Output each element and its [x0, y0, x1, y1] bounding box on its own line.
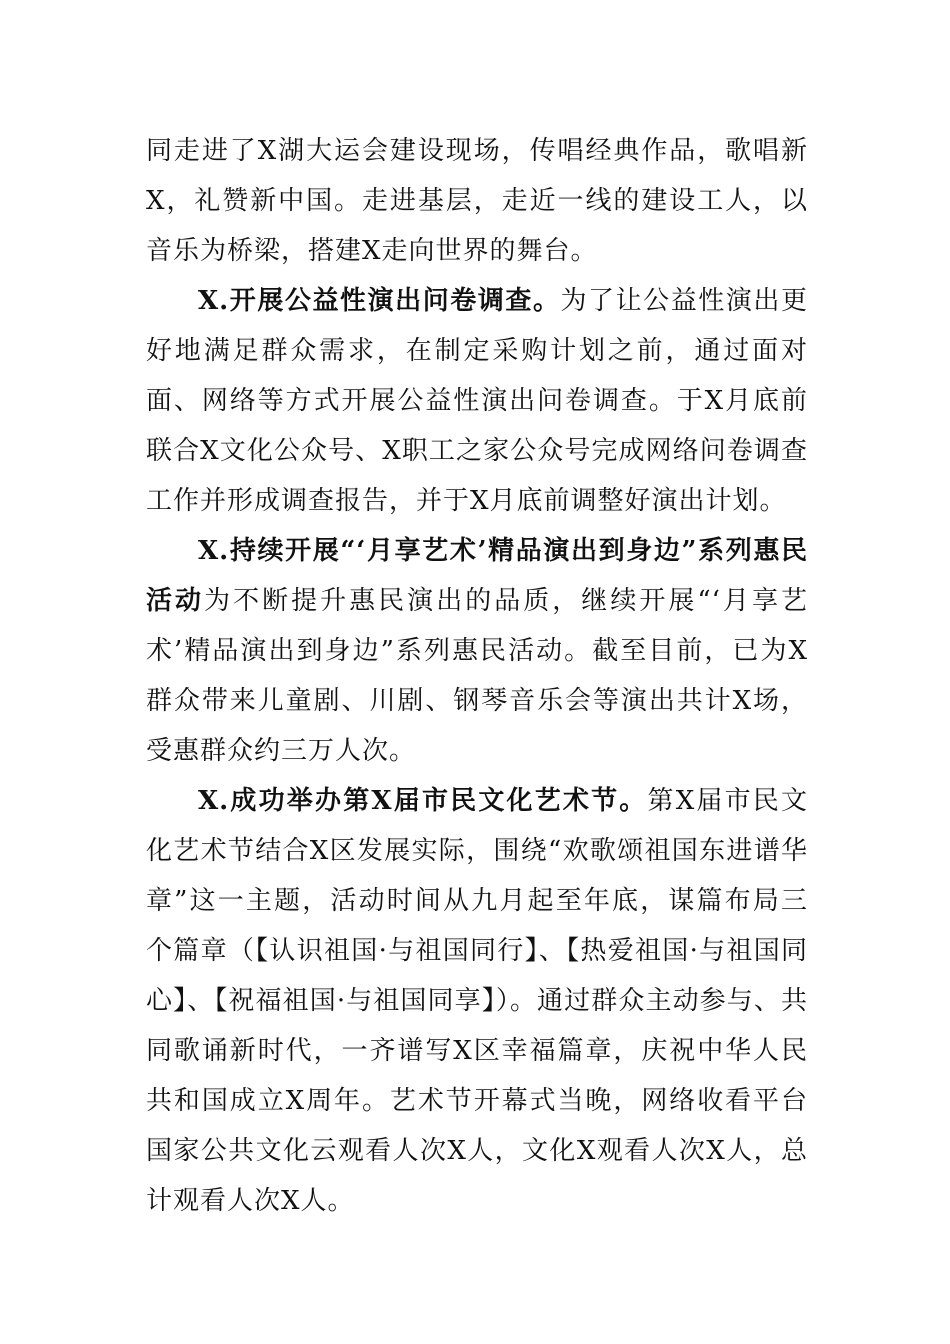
- document-body: [146, 126, 808, 1226]
- paragraph-monthly-art: [146, 526, 808, 776]
- paragraph-heading: X.成功举办第X届市民文化艺术节。: [198, 786, 648, 816]
- paragraph-body: 第X届市民文化艺术节结合X区发展实际，围绕“欢歌颂祖国东进谱华章”这一主题，活动时间从九月起至年底，谋篇布局三个篇章（【认识祖国·与祖国同行】、【热爱祖国·与祖国同心】、【祝福祖国·与祖国同享】）。通过群众主动参与、共同歌诵新时代，一齐谱写X区幸福篇章，庆祝中华人民共和国成立X周年。艺术节开幕式当晚，网络收看平台国家公共文化云观看人次X人，文化X观看人次X人，总计观看人次X人。: [146, 786, 808, 1216]
- paragraph-continuation: [146, 126, 808, 276]
- paragraph-body: 为了让公益性演出更好地满足群众需求，在制定采购计划之前，通过面对面、网络等方式开展公益性演出问卷调查。于X月底前联合X文化公众号、X职工之家公众号完成网络问卷调查工作并形成调查报告，并于X月底前调整好演出计划。: [146, 286, 808, 516]
- paragraph-survey: [146, 276, 808, 526]
- paragraph-art-festival: [146, 776, 808, 1226]
- paragraph-heading: X.持续开展“‘月享艺术’精品演出到身边”系列惠民活动: [146, 536, 808, 616]
- paragraph-heading: X.开展公益性演出问卷调查。: [198, 286, 561, 316]
- paragraph-body: 为不断提升惠民演出的品质，继续开展“‘月享艺术’精品演出到身边”系列惠民活动。截至目前，已为X群众带来儿童剧、川剧、钢琴音乐会等演出共计X场，受惠群众约三万人次。: [146, 586, 808, 766]
- paragraph-body: 同走进了X湖大运会建设现场，传唱经典作品，歌唱新X，礼赞新中国。走进基层，走近一线的建设工人，以音乐为桥梁，搭建X走向世界的舞台。: [146, 136, 808, 266]
